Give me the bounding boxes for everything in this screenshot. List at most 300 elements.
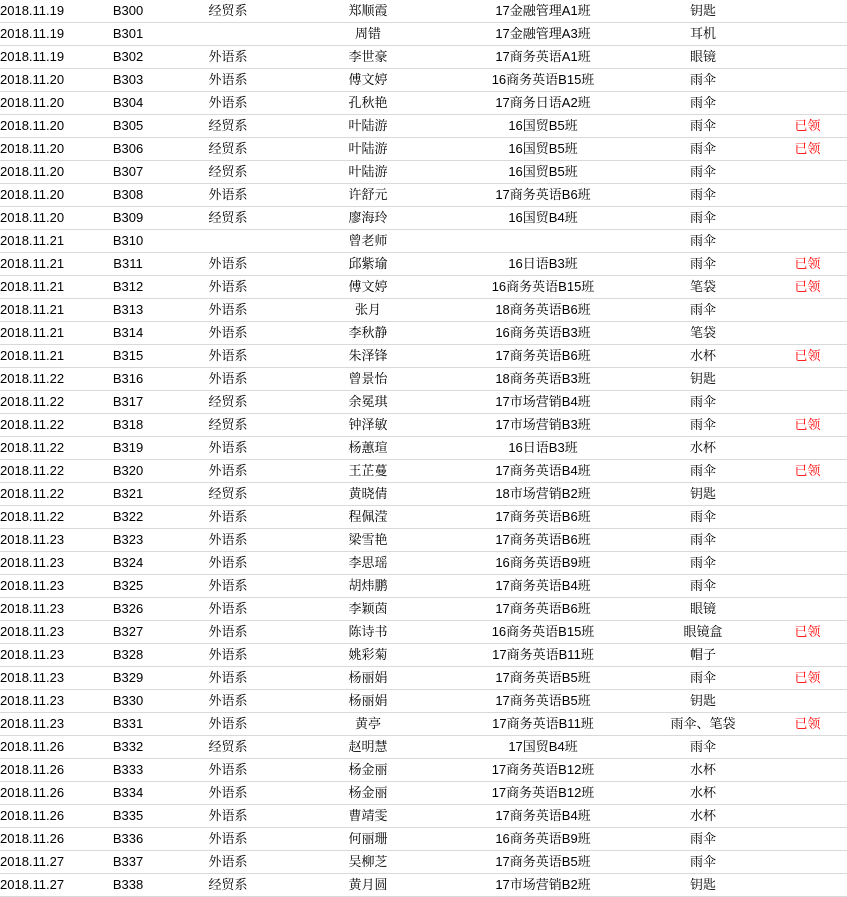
cell-status[interactable]: 已领 bbox=[768, 138, 847, 161]
cell-status[interactable] bbox=[768, 828, 847, 851]
table-row[interactable] bbox=[0, 506, 847, 529]
cell-class[interactable]: 16日语B3班 bbox=[448, 253, 638, 276]
cell-id[interactable]: B331 bbox=[88, 713, 168, 736]
cell-class[interactable]: 17市场营销B4班 bbox=[448, 391, 638, 414]
cell-class[interactable]: 17商务英语B12班 bbox=[448, 782, 638, 805]
cell-item[interactable]: 水杯 bbox=[638, 437, 768, 460]
cell-status[interactable] bbox=[768, 368, 847, 391]
cell-item[interactable]: 雨伞 bbox=[638, 414, 768, 437]
cell-item[interactable]: 雨伞 bbox=[638, 299, 768, 322]
cell-item[interactable]: 笔袋 bbox=[638, 322, 768, 345]
cell-item[interactable]: 雨伞 bbox=[638, 184, 768, 207]
table-row[interactable] bbox=[0, 713, 847, 736]
cell-department[interactable]: 外语系 bbox=[168, 598, 288, 621]
cell-department[interactable]: 外语系 bbox=[168, 322, 288, 345]
cell-status[interactable] bbox=[768, 644, 847, 667]
cell-status[interactable] bbox=[768, 874, 847, 897]
cell-id[interactable]: B310 bbox=[88, 230, 168, 253]
table-row[interactable] bbox=[0, 828, 847, 851]
cell-department[interactable]: 外语系 bbox=[168, 621, 288, 644]
cell-department[interactable]: 经贸系 bbox=[168, 483, 288, 506]
cell-item[interactable]: 眼镜 bbox=[638, 598, 768, 621]
cell-student-name[interactable]: 叶陆游 bbox=[288, 161, 448, 184]
cell-date[interactable]: 2018.11.21 bbox=[0, 299, 88, 322]
cell-department[interactable]: 外语系 bbox=[168, 644, 288, 667]
cell-department[interactable]: 外语系 bbox=[168, 69, 288, 92]
cell-class[interactable] bbox=[448, 230, 638, 253]
cell-student-name[interactable]: 李世豪 bbox=[288, 46, 448, 69]
cell-id[interactable]: B301 bbox=[88, 23, 168, 46]
cell-student-name[interactable]: 杨蕙瑄 bbox=[288, 437, 448, 460]
cell-department[interactable]: 外语系 bbox=[168, 437, 288, 460]
table-row[interactable] bbox=[0, 782, 847, 805]
cell-student-name[interactable]: 傅文婷 bbox=[288, 69, 448, 92]
cell-student-name[interactable]: 曹靖雯 bbox=[288, 805, 448, 828]
cell-date[interactable]: 2018.11.26 bbox=[0, 782, 88, 805]
cell-department[interactable]: 外语系 bbox=[168, 368, 288, 391]
cell-student-name[interactable]: 李秋静 bbox=[288, 322, 448, 345]
cell-class[interactable]: 16商务英语B15班 bbox=[448, 621, 638, 644]
cell-status[interactable] bbox=[768, 851, 847, 874]
cell-department[interactable]: 经贸系 bbox=[168, 207, 288, 230]
cell-item[interactable]: 雨伞 bbox=[638, 851, 768, 874]
cell-status[interactable]: 已领 bbox=[768, 276, 847, 299]
cell-student-name[interactable]: 赵明慧 bbox=[288, 736, 448, 759]
cell-date[interactable]: 2018.11.26 bbox=[0, 736, 88, 759]
table-row[interactable] bbox=[0, 851, 847, 874]
cell-department[interactable]: 外语系 bbox=[168, 759, 288, 782]
cell-item[interactable]: 雨伞 bbox=[638, 69, 768, 92]
table-row[interactable] bbox=[0, 667, 847, 690]
cell-department[interactable]: 经贸系 bbox=[168, 736, 288, 759]
cell-id[interactable]: B329 bbox=[88, 667, 168, 690]
cell-status[interactable] bbox=[768, 0, 847, 23]
cell-class[interactable]: 16商务英语B3班 bbox=[448, 322, 638, 345]
cell-item[interactable]: 钥匙 bbox=[638, 368, 768, 391]
cell-status[interactable] bbox=[768, 92, 847, 115]
cell-date[interactable]: 2018.11.23 bbox=[0, 552, 88, 575]
cell-class[interactable]: 17商务英语B6班 bbox=[448, 598, 638, 621]
cell-class[interactable]: 16商务英语B15班 bbox=[448, 69, 638, 92]
cell-student-name[interactable]: 张月 bbox=[288, 299, 448, 322]
cell-department[interactable]: 外语系 bbox=[168, 460, 288, 483]
cell-department[interactable]: 经贸系 bbox=[168, 138, 288, 161]
cell-date[interactable]: 2018.11.21 bbox=[0, 253, 88, 276]
table-row[interactable] bbox=[0, 23, 847, 46]
cell-status[interactable] bbox=[768, 437, 847, 460]
cell-date[interactable]: 2018.11.23 bbox=[0, 575, 88, 598]
cell-date[interactable]: 2018.11.22 bbox=[0, 414, 88, 437]
cell-class[interactable]: 17商务英语B6班 bbox=[448, 345, 638, 368]
cell-id[interactable]: B332 bbox=[88, 736, 168, 759]
cell-date[interactable]: 2018.11.27 bbox=[0, 874, 88, 897]
table-row[interactable] bbox=[0, 437, 847, 460]
cell-item[interactable]: 钥匙 bbox=[638, 874, 768, 897]
cell-status[interactable] bbox=[768, 598, 847, 621]
cell-id[interactable]: B322 bbox=[88, 506, 168, 529]
cell-student-name[interactable]: 郑顺霞 bbox=[288, 0, 448, 23]
table-row[interactable] bbox=[0, 276, 847, 299]
table-row[interactable] bbox=[0, 299, 847, 322]
cell-item[interactable]: 笔袋 bbox=[638, 276, 768, 299]
cell-id[interactable]: B302 bbox=[88, 46, 168, 69]
cell-status[interactable] bbox=[768, 552, 847, 575]
cell-student-name[interactable]: 杨金丽 bbox=[288, 759, 448, 782]
cell-date[interactable]: 2018.11.23 bbox=[0, 598, 88, 621]
cell-status[interactable]: 已领 bbox=[768, 667, 847, 690]
cell-department[interactable]: 经贸系 bbox=[168, 874, 288, 897]
cell-status[interactable] bbox=[768, 230, 847, 253]
cell-class[interactable]: 17商务英语B11班 bbox=[448, 644, 638, 667]
cell-status[interactable] bbox=[768, 322, 847, 345]
cell-department[interactable]: 外语系 bbox=[168, 345, 288, 368]
cell-department[interactable]: 外语系 bbox=[168, 299, 288, 322]
cell-date[interactable]: 2018.11.23 bbox=[0, 690, 88, 713]
cell-id[interactable]: B333 bbox=[88, 759, 168, 782]
cell-class[interactable]: 17商务英语B6班 bbox=[448, 506, 638, 529]
cell-id[interactable]: B323 bbox=[88, 529, 168, 552]
table-row[interactable] bbox=[0, 184, 847, 207]
table-row[interactable] bbox=[0, 483, 847, 506]
cell-department[interactable] bbox=[168, 23, 288, 46]
cell-status[interactable] bbox=[768, 805, 847, 828]
cell-id[interactable]: B327 bbox=[88, 621, 168, 644]
cell-id[interactable]: B326 bbox=[88, 598, 168, 621]
cell-id[interactable]: B335 bbox=[88, 805, 168, 828]
cell-id[interactable]: B328 bbox=[88, 644, 168, 667]
cell-date[interactable]: 2018.11.20 bbox=[0, 207, 88, 230]
cell-date[interactable]: 2018.11.22 bbox=[0, 506, 88, 529]
cell-class[interactable]: 17商务英语B4班 bbox=[448, 805, 638, 828]
cell-class[interactable]: 17市场营销B2班 bbox=[448, 874, 638, 897]
cell-id[interactable]: B337 bbox=[88, 851, 168, 874]
cell-student-name[interactable]: 余冕琪 bbox=[288, 391, 448, 414]
table-row[interactable] bbox=[0, 253, 847, 276]
cell-date[interactable]: 2018.11.20 bbox=[0, 115, 88, 138]
cell-status[interactable] bbox=[768, 46, 847, 69]
cell-class[interactable]: 16商务英语B9班 bbox=[448, 552, 638, 575]
cell-id[interactable]: B330 bbox=[88, 690, 168, 713]
cell-item[interactable]: 雨伞 bbox=[638, 230, 768, 253]
cell-class[interactable]: 17商务英语A1班 bbox=[448, 46, 638, 69]
cell-student-name[interactable]: 王芷蔓 bbox=[288, 460, 448, 483]
cell-student-name[interactable]: 姚彩菊 bbox=[288, 644, 448, 667]
cell-department[interactable]: 外语系 bbox=[168, 851, 288, 874]
table-row[interactable] bbox=[0, 69, 847, 92]
cell-item[interactable]: 水杯 bbox=[638, 782, 768, 805]
cell-class[interactable]: 18商务英语B6班 bbox=[448, 299, 638, 322]
cell-item[interactable]: 钥匙 bbox=[638, 690, 768, 713]
table-row[interactable] bbox=[0, 690, 847, 713]
cell-id[interactable]: B315 bbox=[88, 345, 168, 368]
cell-id[interactable]: B320 bbox=[88, 460, 168, 483]
cell-student-name[interactable]: 黄亭 bbox=[288, 713, 448, 736]
cell-department[interactable]: 外语系 bbox=[168, 690, 288, 713]
table-row[interactable] bbox=[0, 0, 847, 23]
cell-status[interactable] bbox=[768, 759, 847, 782]
cell-id[interactable]: B314 bbox=[88, 322, 168, 345]
cell-status[interactable]: 已领 bbox=[768, 460, 847, 483]
cell-student-name[interactable]: 程佩滢 bbox=[288, 506, 448, 529]
cell-id[interactable]: B307 bbox=[88, 161, 168, 184]
cell-date[interactable]: 2018.11.21 bbox=[0, 230, 88, 253]
table-row[interactable] bbox=[0, 46, 847, 69]
table-row[interactable] bbox=[0, 368, 847, 391]
cell-status[interactable]: 已领 bbox=[768, 253, 847, 276]
cell-date[interactable]: 2018.11.23 bbox=[0, 667, 88, 690]
cell-class[interactable]: 17商务英语B5班 bbox=[448, 690, 638, 713]
cell-class[interactable]: 17商务英语B5班 bbox=[448, 667, 638, 690]
table-row[interactable] bbox=[0, 345, 847, 368]
cell-date[interactable]: 2018.11.23 bbox=[0, 713, 88, 736]
cell-student-name[interactable]: 杨丽娟 bbox=[288, 667, 448, 690]
cell-id[interactable]: B334 bbox=[88, 782, 168, 805]
cell-department[interactable]: 外语系 bbox=[168, 782, 288, 805]
cell-status[interactable] bbox=[768, 299, 847, 322]
cell-student-name[interactable]: 钟泽敏 bbox=[288, 414, 448, 437]
cell-class[interactable]: 17金融管理A3班 bbox=[448, 23, 638, 46]
cell-id[interactable]: B324 bbox=[88, 552, 168, 575]
cell-item[interactable]: 雨伞 bbox=[638, 575, 768, 598]
cell-student-name[interactable]: 黄晓倩 bbox=[288, 483, 448, 506]
cell-department[interactable]: 外语系 bbox=[168, 529, 288, 552]
cell-date[interactable]: 2018.11.20 bbox=[0, 161, 88, 184]
cell-class[interactable]: 17商务英语B6班 bbox=[448, 529, 638, 552]
cell-item[interactable]: 雨伞 bbox=[638, 115, 768, 138]
cell-department[interactable] bbox=[168, 230, 288, 253]
table-row[interactable] bbox=[0, 759, 847, 782]
cell-date[interactable]: 2018.11.26 bbox=[0, 805, 88, 828]
cell-status[interactable]: 已领 bbox=[768, 345, 847, 368]
cell-student-name[interactable]: 傅文婷 bbox=[288, 276, 448, 299]
cell-class[interactable]: 16商务英语B15班 bbox=[448, 276, 638, 299]
cell-department[interactable]: 外语系 bbox=[168, 667, 288, 690]
cell-id[interactable]: B325 bbox=[88, 575, 168, 598]
cell-student-name[interactable]: 陈诗书 bbox=[288, 621, 448, 644]
cell-id[interactable]: B319 bbox=[88, 437, 168, 460]
cell-student-name[interactable]: 李颖茵 bbox=[288, 598, 448, 621]
cell-item[interactable]: 雨伞 bbox=[638, 138, 768, 161]
cell-id[interactable]: B318 bbox=[88, 414, 168, 437]
cell-date[interactable]: 2018.11.23 bbox=[0, 529, 88, 552]
cell-department[interactable]: 外语系 bbox=[168, 506, 288, 529]
cell-department[interactable]: 外语系 bbox=[168, 92, 288, 115]
cell-date[interactable]: 2018.11.22 bbox=[0, 368, 88, 391]
cell-status[interactable] bbox=[768, 69, 847, 92]
cell-item[interactable]: 雨伞 bbox=[638, 92, 768, 115]
cell-student-name[interactable]: 胡炜鹏 bbox=[288, 575, 448, 598]
cell-id[interactable]: B308 bbox=[88, 184, 168, 207]
cell-status[interactable] bbox=[768, 575, 847, 598]
cell-class[interactable]: 16商务英语B9班 bbox=[448, 828, 638, 851]
cell-department[interactable]: 外语系 bbox=[168, 184, 288, 207]
cell-status[interactable] bbox=[768, 161, 847, 184]
cell-class[interactable]: 17商务日语A2班 bbox=[448, 92, 638, 115]
cell-date[interactable]: 2018.11.20 bbox=[0, 138, 88, 161]
table-row[interactable] bbox=[0, 115, 847, 138]
cell-class[interactable]: 17商务英语B12班 bbox=[448, 759, 638, 782]
cell-item[interactable]: 帽子 bbox=[638, 644, 768, 667]
cell-status[interactable] bbox=[768, 506, 847, 529]
cell-status[interactable] bbox=[768, 736, 847, 759]
cell-status[interactable]: 已领 bbox=[768, 621, 847, 644]
cell-date[interactable]: 2018.11.26 bbox=[0, 759, 88, 782]
cell-class[interactable]: 17商务英语B4班 bbox=[448, 460, 638, 483]
cell-status[interactable]: 已领 bbox=[768, 414, 847, 437]
cell-class[interactable]: 17商务英语B5班 bbox=[448, 851, 638, 874]
table-row[interactable] bbox=[0, 736, 847, 759]
table-row[interactable] bbox=[0, 207, 847, 230]
cell-department[interactable]: 外语系 bbox=[168, 828, 288, 851]
cell-class[interactable]: 16国贸B5班 bbox=[448, 115, 638, 138]
cell-status[interactable] bbox=[768, 529, 847, 552]
cell-student-name[interactable]: 吴柳芝 bbox=[288, 851, 448, 874]
cell-status[interactable] bbox=[768, 184, 847, 207]
cell-date[interactable]: 2018.11.26 bbox=[0, 828, 88, 851]
cell-class[interactable]: 17金融管理A1班 bbox=[448, 0, 638, 23]
table-row[interactable] bbox=[0, 552, 847, 575]
cell-status[interactable] bbox=[768, 690, 847, 713]
cell-department[interactable]: 经贸系 bbox=[168, 115, 288, 138]
cell-date[interactable]: 2018.11.21 bbox=[0, 276, 88, 299]
cell-student-name[interactable]: 朱泽锋 bbox=[288, 345, 448, 368]
cell-id[interactable]: B338 bbox=[88, 874, 168, 897]
cell-student-name[interactable]: 何丽珊 bbox=[288, 828, 448, 851]
cell-status[interactable]: 已领 bbox=[768, 713, 847, 736]
cell-item[interactable]: 雨伞 bbox=[638, 529, 768, 552]
cell-item[interactable]: 眼镜 bbox=[638, 46, 768, 69]
cell-student-name[interactable]: 邱紫瑜 bbox=[288, 253, 448, 276]
cell-item[interactable]: 雨伞 bbox=[638, 460, 768, 483]
cell-class[interactable]: 17商务英语B4班 bbox=[448, 575, 638, 598]
cell-class[interactable]: 17市场营销B3班 bbox=[448, 414, 638, 437]
cell-department[interactable]: 外语系 bbox=[168, 552, 288, 575]
cell-student-name[interactable]: 黄月圆 bbox=[288, 874, 448, 897]
cell-date[interactable]: 2018.11.20 bbox=[0, 184, 88, 207]
cell-status[interactable] bbox=[768, 207, 847, 230]
cell-date[interactable]: 2018.11.22 bbox=[0, 391, 88, 414]
cell-item[interactable]: 雨伞 bbox=[638, 161, 768, 184]
cell-item[interactable]: 雨伞 bbox=[638, 207, 768, 230]
cell-department[interactable]: 外语系 bbox=[168, 46, 288, 69]
cell-student-name[interactable]: 杨金丽 bbox=[288, 782, 448, 805]
cell-id[interactable]: B300 bbox=[88, 0, 168, 23]
cell-date[interactable]: 2018.11.20 bbox=[0, 92, 88, 115]
table-row[interactable] bbox=[0, 874, 847, 897]
cell-class[interactable]: 18商务英语B3班 bbox=[448, 368, 638, 391]
cell-date[interactable]: 2018.11.19 bbox=[0, 23, 88, 46]
cell-department[interactable]: 经贸系 bbox=[168, 0, 288, 23]
table-row[interactable] bbox=[0, 621, 847, 644]
cell-date[interactable]: 2018.11.21 bbox=[0, 345, 88, 368]
cell-class[interactable]: 17商务英语B11班 bbox=[448, 713, 638, 736]
cell-id[interactable]: B303 bbox=[88, 69, 168, 92]
cell-date[interactable]: 2018.11.27 bbox=[0, 851, 88, 874]
cell-student-name[interactable]: 杨丽娟 bbox=[288, 690, 448, 713]
cell-item[interactable]: 雨伞 bbox=[638, 828, 768, 851]
cell-item[interactable]: 眼镜盒 bbox=[638, 621, 768, 644]
cell-date[interactable]: 2018.11.23 bbox=[0, 644, 88, 667]
cell-student-name[interactable]: 梁雪艳 bbox=[288, 529, 448, 552]
cell-id[interactable]: B306 bbox=[88, 138, 168, 161]
cell-id[interactable]: B305 bbox=[88, 115, 168, 138]
cell-class[interactable]: 16国贸B4班 bbox=[448, 207, 638, 230]
cell-status[interactable]: 已领 bbox=[768, 115, 847, 138]
cell-department[interactable]: 外语系 bbox=[168, 805, 288, 828]
cell-student-name[interactable]: 孔秋艳 bbox=[288, 92, 448, 115]
cell-date[interactable]: 2018.11.20 bbox=[0, 69, 88, 92]
table-row[interactable] bbox=[0, 644, 847, 667]
cell-id[interactable]: B309 bbox=[88, 207, 168, 230]
cell-department[interactable]: 经贸系 bbox=[168, 391, 288, 414]
cell-date[interactable]: 2018.11.19 bbox=[0, 46, 88, 69]
cell-status[interactable] bbox=[768, 483, 847, 506]
cell-date[interactable]: 2018.11.22 bbox=[0, 460, 88, 483]
cell-student-name[interactable]: 叶陆游 bbox=[288, 138, 448, 161]
table-row[interactable] bbox=[0, 529, 847, 552]
cell-student-name[interactable]: 叶陆游 bbox=[288, 115, 448, 138]
cell-id[interactable]: B336 bbox=[88, 828, 168, 851]
table-row[interactable] bbox=[0, 391, 847, 414]
table-row[interactable] bbox=[0, 322, 847, 345]
cell-item[interactable]: 雨伞 bbox=[638, 506, 768, 529]
cell-department[interactable]: 外语系 bbox=[168, 253, 288, 276]
cell-student-name[interactable]: 廖海玲 bbox=[288, 207, 448, 230]
cell-item[interactable]: 水杯 bbox=[638, 759, 768, 782]
cell-item[interactable]: 雨伞 bbox=[638, 667, 768, 690]
cell-date[interactable]: 2018.11.19 bbox=[0, 0, 88, 23]
cell-class[interactable]: 17商务英语B6班 bbox=[448, 184, 638, 207]
table-row[interactable] bbox=[0, 598, 847, 621]
cell-status[interactable] bbox=[768, 23, 847, 46]
cell-department[interactable]: 经贸系 bbox=[168, 161, 288, 184]
cell-status[interactable] bbox=[768, 391, 847, 414]
cell-item[interactable]: 钥匙 bbox=[638, 483, 768, 506]
cell-id[interactable]: B321 bbox=[88, 483, 168, 506]
table-row[interactable] bbox=[0, 92, 847, 115]
cell-item[interactable]: 钥匙 bbox=[638, 0, 768, 23]
cell-date[interactable]: 2018.11.22 bbox=[0, 483, 88, 506]
cell-class[interactable]: 16国贸B5班 bbox=[448, 161, 638, 184]
cell-student-name[interactable]: 周错 bbox=[288, 23, 448, 46]
cell-item[interactable]: 雨伞 bbox=[638, 391, 768, 414]
cell-item[interactable]: 雨伞 bbox=[638, 552, 768, 575]
cell-student-name[interactable]: 李思瑶 bbox=[288, 552, 448, 575]
cell-date[interactable]: 2018.11.22 bbox=[0, 437, 88, 460]
cell-student-name[interactable]: 曾景怡 bbox=[288, 368, 448, 391]
cell-class[interactable]: 16国贸B5班 bbox=[448, 138, 638, 161]
cell-item[interactable]: 雨伞、笔袋 bbox=[638, 713, 768, 736]
cell-item[interactable]: 水杯 bbox=[638, 805, 768, 828]
cell-department[interactable]: 外语系 bbox=[168, 276, 288, 299]
table-row[interactable] bbox=[0, 138, 847, 161]
table-row[interactable] bbox=[0, 575, 847, 598]
table-row[interactable] bbox=[0, 230, 847, 253]
cell-department[interactable]: 外语系 bbox=[168, 575, 288, 598]
cell-item[interactable]: 水杯 bbox=[638, 345, 768, 368]
cell-item[interactable]: 雨伞 bbox=[638, 253, 768, 276]
table-row[interactable] bbox=[0, 161, 847, 184]
cell-date[interactable]: 2018.11.23 bbox=[0, 621, 88, 644]
cell-item[interactable]: 耳机 bbox=[638, 23, 768, 46]
cell-id[interactable]: B311 bbox=[88, 253, 168, 276]
table-row[interactable] bbox=[0, 414, 847, 437]
cell-student-name[interactable]: 曾老师 bbox=[288, 230, 448, 253]
cell-item[interactable]: 雨伞 bbox=[638, 736, 768, 759]
cell-class[interactable]: 18市场营销B2班 bbox=[448, 483, 638, 506]
table-row[interactable] bbox=[0, 805, 847, 828]
cell-class[interactable]: 16日语B3班 bbox=[448, 437, 638, 460]
